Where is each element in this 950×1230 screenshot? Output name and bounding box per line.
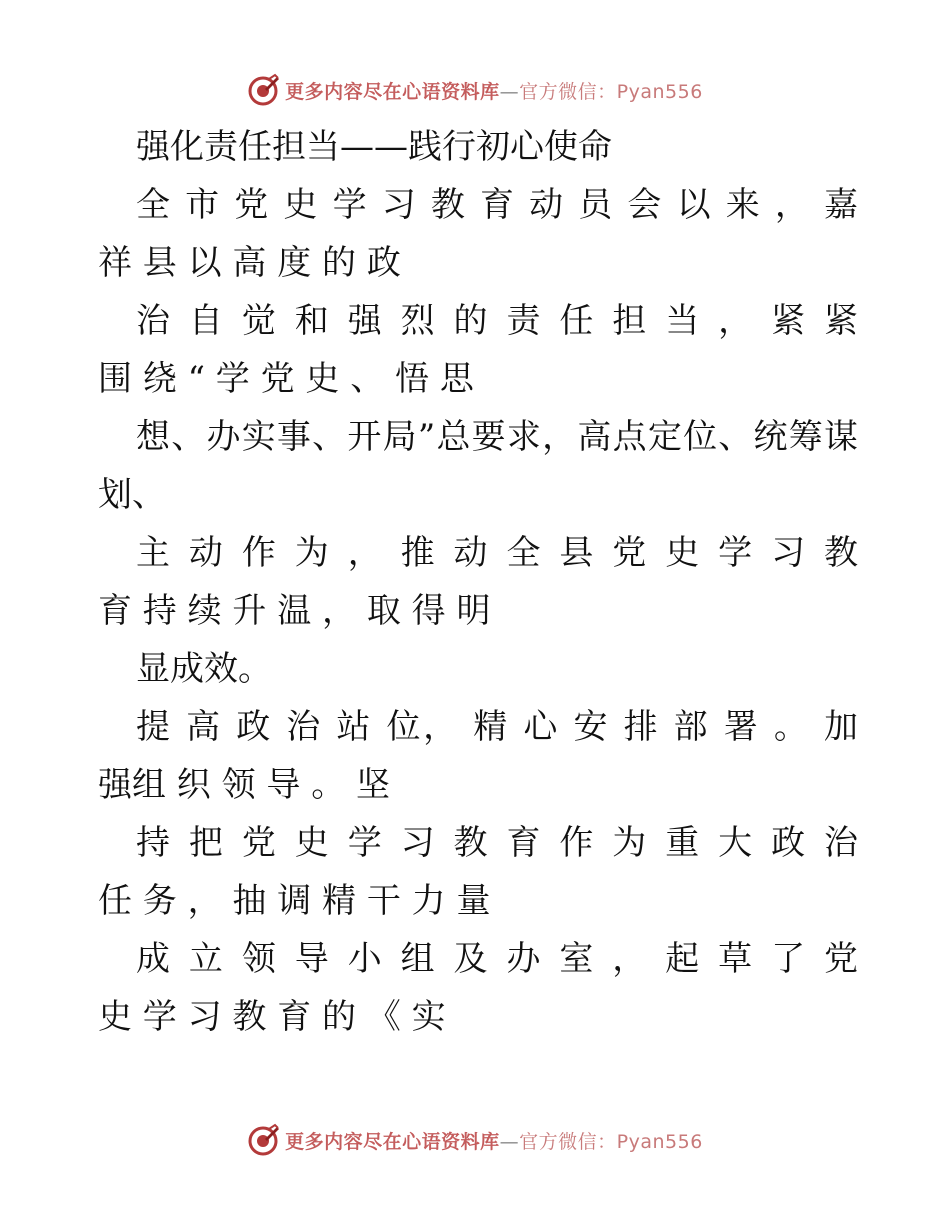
text-line: 划、 — [98, 475, 166, 515]
text-line: 全 市 党 史 学 习 教 育 动 员 会 以 来 ， 嘉 — [136, 185, 858, 225]
text-line: 主 动 作 为 ， 推 动 全 县 党 史 学 习 教 — [136, 533, 858, 573]
watermark-text: 更多内容尽在心语资料库—官方微信：Pyan556 — [285, 80, 703, 103]
text-line: 强组 织 领 导 。 坚 — [98, 765, 391, 805]
text-line: 治 自 觉 和 强 烈 的 责 任 担 当 ， 紧 紧 — [136, 301, 858, 341]
watermark-header — [0, 70, 950, 110]
text-line: 任 务 ， 抽 调 精 干 力 量 — [98, 881, 491, 921]
logo-icon — [247, 1123, 281, 1157]
logo-icon — [247, 73, 281, 107]
text-line: 史 学 习 教 育 的 《 实 — [98, 997, 446, 1037]
text-line: 显成效。 — [136, 649, 272, 689]
text-line: 育 持 续 升 温 ， 取 得 明 — [98, 591, 491, 631]
watermark-footer — [0, 1120, 950, 1160]
text-line: 提 高 政 治 站 位， 精 心 安 排 部 署 。 加 — [136, 707, 858, 747]
text-line: 围 绕 “ 学 党 史 、 悟 思 — [98, 359, 474, 399]
document-body — [98, 118, 858, 1046]
text-line: 成 立 领 导 小 组 及 办 室 ， 起 草 了 党 — [136, 939, 858, 979]
watermark-text: 更多内容尽在心语资料库—官方微信：Pyan556 — [285, 1130, 703, 1153]
text-line: 想、办实事、开局”总要求，高点定位、统筹谋 — [136, 417, 858, 457]
text-line: 祥 县 以 高 度 的 政 — [98, 243, 401, 283]
text-line: 强化责任担当——践行初心使命 — [136, 127, 612, 167]
text-line: 持 把 党 史 学 习 教 育 作 为 重 大 政 治 — [136, 823, 858, 863]
